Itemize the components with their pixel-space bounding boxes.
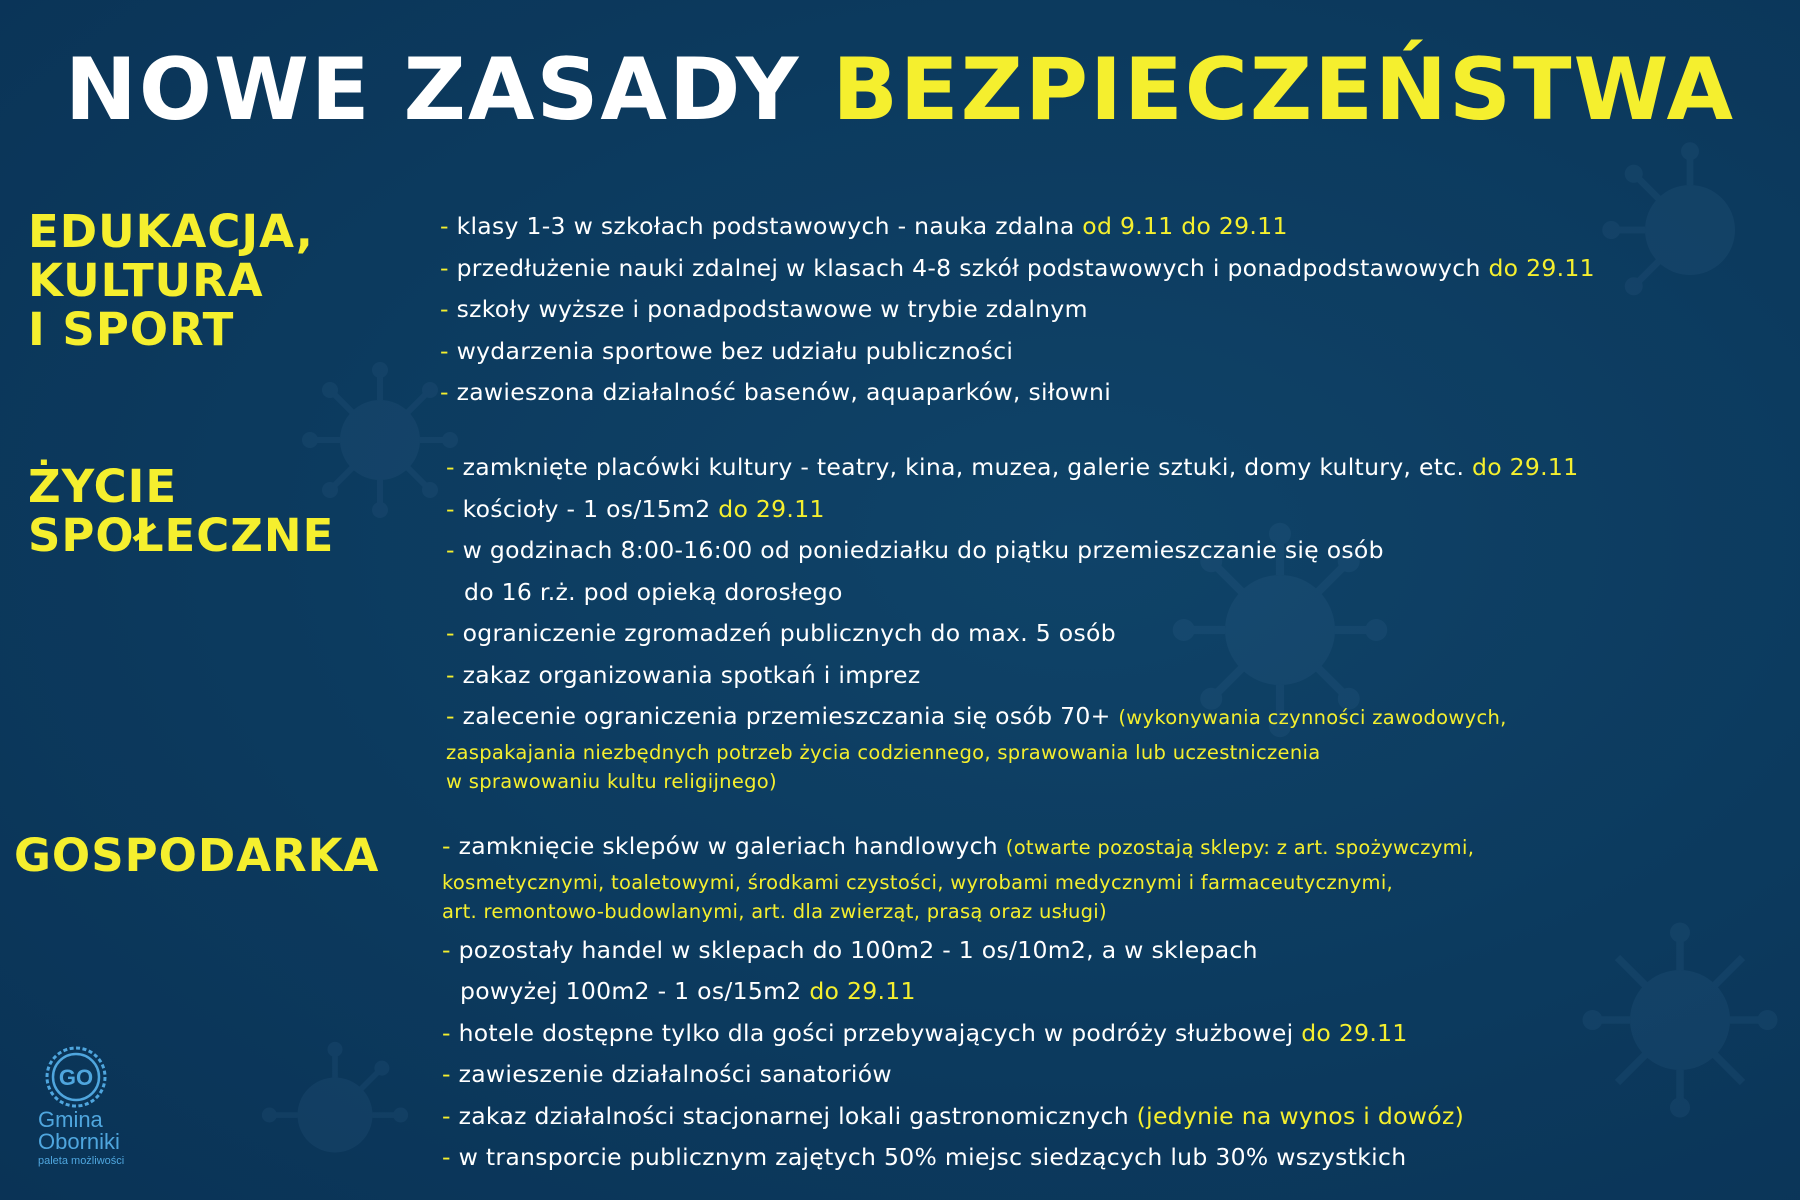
gmina-oborniki-logo [38,1045,148,1167]
list-item: - pozostały handel w sklepach do 100m2 - 1 os/10m2, a w sklepach [442,935,1258,964]
list-item: - szkoły wyższe i ponadpodstawowe w trybie zdalnym [440,295,1088,323]
list-item: - hotele dostępne tylko dla gości przebywających w podróży służbowej do 29.11 [442,1018,1408,1047]
list-item: - w godzinach 8:00-16:00 od poniedziałku do piątku przemieszczanie się osób [446,536,1384,564]
logo-name-line2: Oborniki [38,1129,120,1154]
list-item-continuation: do 16 r.ż. pod opieką dorosłego [464,577,843,606]
list-item: - przedłużenie nauki zdalnej w klasach 4-8 szkół podstawowych i ponadpodstawowych do 29.11 [440,253,1595,282]
logo-name-line1: Gmina [38,1107,103,1132]
list-item: - w transporcie publicznym zajętych 50% miejsc siedzących lub 30% wszystkich [442,1143,1407,1171]
economy-heading: GOSPODARKA [14,829,380,882]
title-white-part: NOWE ZASADY [64,40,801,140]
list-item: - zalecenie ograniczenia przemieszczania się osób 70+ (wykonywania czynności zawodowych, [446,702,1507,730]
list-item: - zakaz działalności stacjonarnej lokali gastronomicznych (jedynie na wynos i dowóz) [442,1101,1465,1130]
list-item: - zawieszenie działalności sanatoriów [442,1060,892,1088]
list-item: - wydarzenia sportowe bez udziału publiczności [440,336,1014,365]
page-title [0,40,1800,140]
note-line: art. remontowo-budowlanymi, art. dla zwierząt, prasą oraz usługi) [442,899,1107,923]
social-list [446,447,1578,796]
list-item: - kościoły - 1 os/15m2 do 29.11 [446,494,825,523]
virus-decoration-icon [1600,140,1780,320]
virus-decoration-icon [1580,920,1780,1120]
logo-tagline: paleta możliwości [38,1155,125,1167]
education-list [440,206,1595,414]
virus-decoration-icon [260,1040,410,1190]
note-line: kosmetycznymi, toaletowymi, środkami czystości, wyrobami medycznymi i farmaceutycznymi, [442,870,1394,894]
note-line: w sprawowaniu kultu religijnego) [446,769,777,793]
economy-list [442,826,1474,1179]
title-yellow-part: BEZPIECZEŃSTWA [832,40,1736,140]
social-heading: ŻYCIE SPOŁECZNE [28,460,335,562]
logo-mark-text: GO [58,1065,94,1090]
list-item: - zawieszona działalność basenów, aquaparków, siłowni [440,378,1112,406]
list-item: - zakaz organizowania spotkań i imprez [446,660,921,689]
education-heading: EDUKACJA, KULTURA I SPORT [28,205,314,356]
go-logo-icon [44,1045,108,1109]
list-item: - klasy 1-3 w szkołach podstawowych - nauka zdalna od 9.11 do 29.11 [440,212,1288,240]
list-item: - zamknięcie sklepów w galeriach handlowych (otwarte pozostają sklepy: z art. spożywczymi, [442,832,1475,860]
list-item: - ograniczenie zgromadzeń publicznych do max. 5 osób [446,619,1116,647]
list-item-continuation: powyżej 100m2 - 1 os/15m2 do 29.11 [460,977,916,1005]
list-item: - zamknięte placówki kultury - teatry, kina, muzea, galerie sztuki, domy kultury, etc. do 29.11 [446,453,1579,481]
note-line: zaspakajania niezbędnych potrzeb życia codziennego, sprawowania lub uczestniczenia [446,740,1321,764]
